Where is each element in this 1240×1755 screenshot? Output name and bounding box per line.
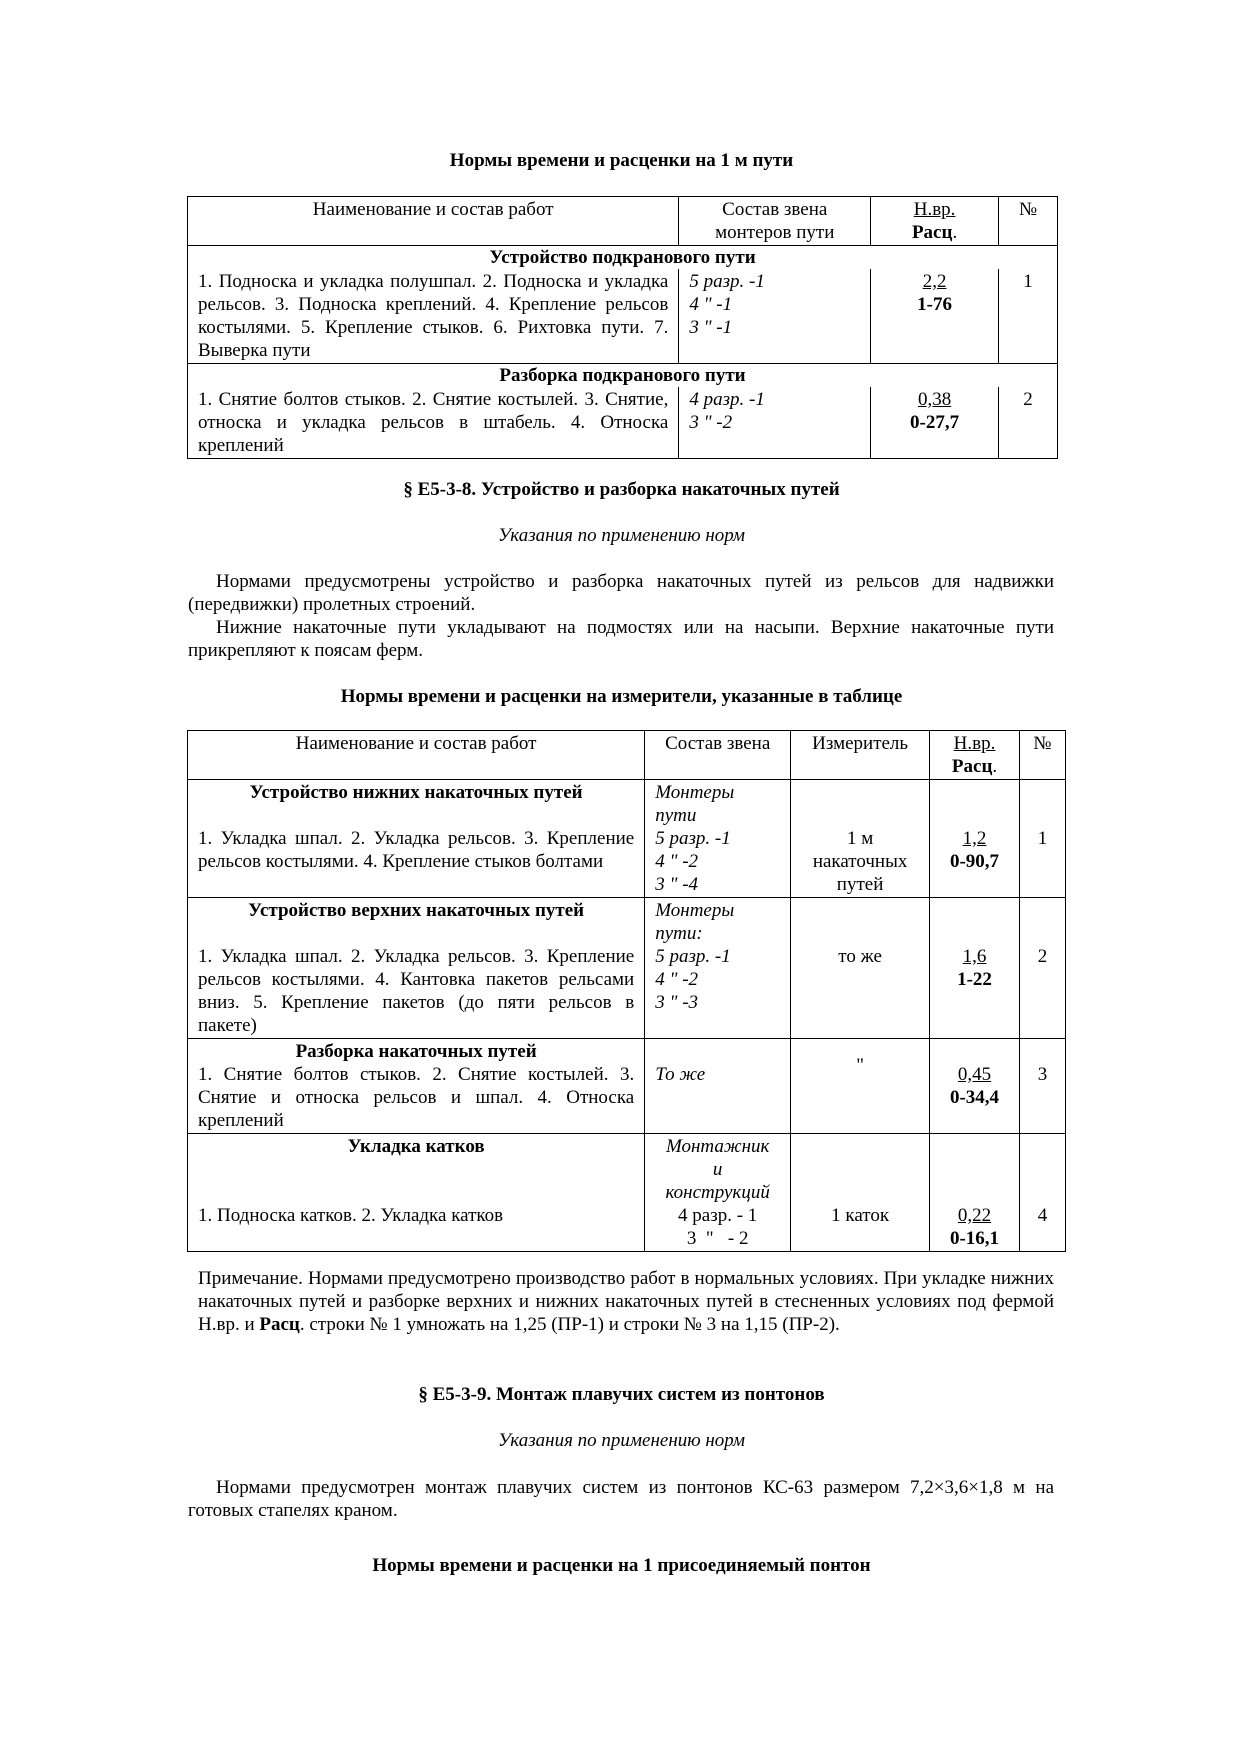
table2-note bbox=[198, 1267, 1054, 1336]
crew-line: 3 " -2 bbox=[689, 412, 733, 433]
crew-line: То же bbox=[655, 1064, 706, 1085]
header-name: Наименование и состав работ bbox=[188, 731, 645, 780]
row-number-value: 2 bbox=[1037, 946, 1048, 967]
meter-cell bbox=[791, 898, 930, 1039]
norm-cell bbox=[871, 387, 999, 459]
header-crew-line1: Состав звена bbox=[722, 199, 828, 220]
crew-composition bbox=[679, 269, 871, 364]
table-row bbox=[188, 1039, 1066, 1134]
norm-cell bbox=[930, 1039, 1020, 1134]
paragraph: Нижние накаточные пути укладывают на подмостях или на насыпи. Верхние накаточные пути прикрепляют к поясам ферм. bbox=[188, 617, 1054, 661]
table2-header-row bbox=[188, 731, 1066, 780]
table1-section-title-row bbox=[188, 246, 1058, 270]
row-number: 1 bbox=[999, 269, 1058, 364]
note-text-2: . строки № 1 умножать на 1,25 (ПР-1) и строки № 3 на 1,15 (ПР-2). bbox=[299, 1314, 840, 1335]
crew-line: 3 " -4 bbox=[655, 874, 699, 895]
header-meter: Измеритель bbox=[791, 731, 930, 780]
norms-table-1 bbox=[187, 196, 1058, 459]
meter-cell bbox=[791, 1134, 930, 1252]
paragraph: Нормами предусмотрены устройство и разборка накаточных путей из рельсов для надвижки (передвижки) пролетных строений. bbox=[188, 571, 1054, 615]
norm-cell bbox=[930, 1134, 1020, 1252]
row-number: 2 bbox=[999, 387, 1058, 459]
section-title: Устройство подкранового пути bbox=[188, 246, 1058, 270]
work-cell bbox=[188, 1134, 645, 1252]
crew-composition bbox=[679, 387, 871, 459]
crew-composition bbox=[645, 780, 791, 898]
rasc-value: 0-34,4 bbox=[949, 1087, 1000, 1108]
norm-cell bbox=[930, 898, 1020, 1039]
work-description: 1. Укладка шпал. 2. Укладка рельсов. 3. Крепление рельсов костылями. 4. Крепление стыков болтами bbox=[198, 828, 635, 872]
row-number bbox=[1020, 1134, 1066, 1252]
section-e539-subtitle: Указания по применению норм bbox=[498, 1430, 745, 1451]
table-row bbox=[188, 1134, 1066, 1252]
row-number bbox=[1020, 898, 1066, 1039]
meter-line: то же bbox=[838, 946, 882, 967]
paragraph: Нормами предусмотрен монтаж плавучих систем из понтонов КС-63 размером 7,2×3,6×1,8 м на готовых стапелях краном. bbox=[188, 1477, 1054, 1521]
work-description: 1. Укладка шпал. 2. Укладка рельсов. 3. Крепление рельсов костылями. 4. Кантовка пакетов рельсами вниз. 5. Крепление пакетов (до пяти рельсов в пакете) bbox=[198, 946, 635, 1036]
header-rasc-dot: . bbox=[992, 756, 998, 777]
header-crew: Состав звена bbox=[645, 731, 791, 780]
crew-composition bbox=[645, 1039, 791, 1134]
rasc-value: 1-76 bbox=[917, 294, 952, 315]
meter-line: 1 м bbox=[846, 828, 874, 849]
crew-line: 5 разр. -1 bbox=[655, 946, 731, 967]
norm-cell bbox=[871, 269, 999, 364]
norm-cell bbox=[930, 780, 1020, 898]
crew-line: Монтеры bbox=[655, 900, 735, 921]
meter-line: 1 каток bbox=[831, 1205, 890, 1226]
crew-line: 5 разр. -1 bbox=[655, 828, 731, 849]
note-text-1: Примечание. Нормами предусмотрено производство работ в нормальных условиях. При укладке нижних накаточных путей и разборке верхних и нижних накаточных путей в стесненных условиях под фермой Н.вр. и bbox=[198, 1268, 1054, 1335]
header-crew bbox=[679, 197, 871, 246]
header-num: № bbox=[1020, 731, 1066, 780]
crew-line: 3 " - 2 bbox=[686, 1228, 749, 1249]
meter-line: " bbox=[856, 1055, 864, 1076]
header-rasc: Расц bbox=[951, 756, 993, 777]
crew-line: 5 разр. -1 bbox=[689, 271, 765, 292]
hvr-value: 1,2 bbox=[962, 828, 987, 849]
crew-line: Монтеры bbox=[655, 782, 735, 803]
header-num: № bbox=[999, 197, 1058, 246]
row-number-value: 4 bbox=[1037, 1205, 1048, 1226]
section-e538-title: § Е5-3-8. Устройство и разборка накаточных путей bbox=[403, 479, 840, 500]
crew-line: и bbox=[712, 1159, 723, 1180]
header-rasc: Расц bbox=[911, 222, 953, 243]
meter-line: накаточных bbox=[812, 851, 908, 872]
rasc-value: 1-22 bbox=[957, 969, 992, 990]
meter-cell bbox=[791, 780, 930, 898]
meter-cell bbox=[791, 1039, 930, 1134]
crew-composition bbox=[645, 898, 791, 1039]
section-e539-title: § Е5-3-9. Монтаж плавучих систем из понтонов bbox=[418, 1384, 825, 1405]
row-title: Устройство верхних накаточных путей bbox=[248, 900, 585, 921]
header-name: Наименование и состав работ bbox=[188, 197, 679, 246]
crew-line: 3 " -1 bbox=[689, 317, 733, 338]
rasc-value: 0-16,1 bbox=[949, 1228, 1000, 1249]
header-norm bbox=[871, 197, 999, 246]
work-description: 1. Подноска и укладка полушпал. 2. Подноска и укладка рельсов. 3. Подноска креплений. 4. Крепление рельсов костылями. 5. Крепление стыков. 6. Рихтовка пути. 7. Выверка пути bbox=[188, 269, 679, 364]
table2-title: Нормы времени и расценки на измерители, указанные в таблице bbox=[340, 686, 903, 707]
table3-title: Нормы времени и расценки на 1 присоединяемый понтон bbox=[372, 1555, 871, 1576]
crew-line: конструкций bbox=[665, 1182, 770, 1203]
crew-line: пути: bbox=[655, 923, 703, 944]
hvr-value: 0,38 bbox=[917, 389, 952, 410]
crew-line: 4 разр. -1 bbox=[689, 389, 765, 410]
work-cell bbox=[188, 780, 645, 898]
crew-line: 4 " -2 bbox=[655, 851, 699, 872]
row-title: Устройство нижних накаточных путей bbox=[249, 782, 583, 803]
work-description: 1. Снятие болтов стыков. 2. Снятие костылей. 3. Снятие, относка и укладка рельсов в штабель. 4. Относка креплений bbox=[188, 387, 679, 459]
header-norm bbox=[930, 731, 1020, 780]
row-number bbox=[1020, 780, 1066, 898]
row-title: Укладка катков bbox=[347, 1136, 485, 1157]
section-e539-text bbox=[188, 1476, 1054, 1522]
work-cell bbox=[188, 1039, 645, 1134]
crew-line: 3 " -3 bbox=[655, 992, 699, 1013]
work-description: 1. Снятие болтов стыков. 2. Снятие костылей. 3. Снятие и относка рельсов и шпал. 4. Относка креплений bbox=[198, 1064, 635, 1131]
row-number-value: 3 bbox=[1037, 1064, 1048, 1085]
header-crew-line2: монтеров пути bbox=[715, 222, 835, 243]
section-title: Разборка подкранового пути bbox=[188, 364, 1058, 388]
crew-line: 4 разр. - 1 bbox=[678, 1205, 758, 1226]
row-number bbox=[1020, 1039, 1066, 1134]
section-e538-subtitle: Указания по применению норм bbox=[498, 525, 745, 546]
note-text-bold: Расц bbox=[259, 1314, 300, 1335]
header-rasc-dot: . bbox=[952, 222, 958, 243]
work-cell bbox=[188, 898, 645, 1039]
table-row bbox=[188, 898, 1066, 1039]
work-description: 1. Подноска катков. 2. Укладка катков bbox=[198, 1205, 504, 1226]
meter-line: путей bbox=[836, 874, 884, 895]
table-row bbox=[188, 387, 1058, 459]
hvr-value: 0,45 bbox=[957, 1064, 992, 1085]
norms-table-2 bbox=[187, 730, 1066, 1252]
crew-line: пути bbox=[655, 805, 697, 826]
table1-title: Нормы времени и расценки на 1 м пути bbox=[449, 150, 794, 171]
header-hvr: Н.вр. bbox=[953, 733, 996, 754]
rasc-value: 0-90,7 bbox=[949, 851, 1000, 872]
section-e538-text bbox=[188, 570, 1054, 662]
crew-line: Монтажник bbox=[665, 1136, 770, 1157]
crew-composition bbox=[645, 1134, 791, 1252]
hvr-value: 0,22 bbox=[957, 1205, 992, 1226]
header-hvr: Н.вр. bbox=[913, 199, 956, 220]
hvr-value: 1,6 bbox=[962, 946, 987, 967]
crew-line: 4 " -2 bbox=[655, 969, 699, 990]
table-row bbox=[188, 269, 1058, 364]
row-number-value: 1 bbox=[1037, 828, 1048, 849]
table1-header-row bbox=[188, 197, 1058, 246]
rasc-value: 0-27,7 bbox=[910, 412, 960, 433]
table-row bbox=[188, 780, 1066, 898]
table1-section-title-row bbox=[188, 364, 1058, 388]
crew-line: 4 " -1 bbox=[689, 294, 733, 315]
row-title: Разборка накаточных путей bbox=[295, 1041, 537, 1062]
hvr-value: 2,2 bbox=[922, 271, 947, 292]
